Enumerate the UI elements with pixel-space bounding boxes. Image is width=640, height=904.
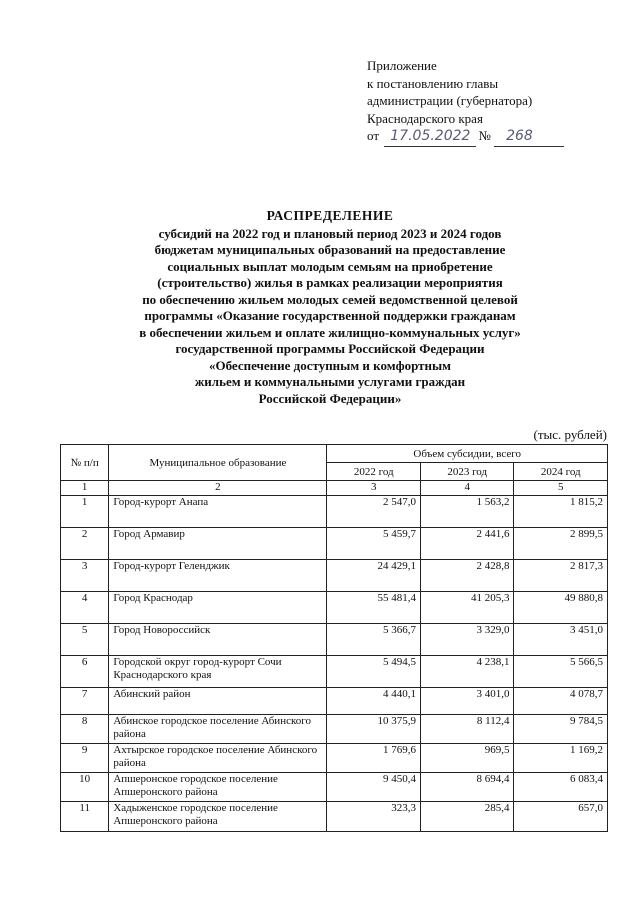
row-value-2024: 1 815,2 (514, 496, 608, 528)
row-value-2023: 3 329,0 (420, 624, 513, 656)
row-value-2024: 3 451,0 (514, 624, 608, 656)
row-value-2022: 55 481,4 (327, 592, 420, 624)
appendix-block (367, 57, 564, 147)
row-value-2023: 969,5 (420, 744, 513, 773)
row-number: 2 (61, 528, 109, 560)
index-cell: 3 (327, 481, 420, 496)
number-label: № (478, 128, 491, 143)
index-cell: 4 (420, 481, 513, 496)
row-value-2024: 2 899,5 (514, 528, 608, 560)
row-value-2022: 5 494,5 (327, 656, 420, 688)
row-municipality: Город Новороссийск (109, 624, 327, 656)
distribution-table (60, 444, 608, 832)
appendix-line-2: к постановлению главы (367, 75, 499, 91)
document-title (110, 208, 550, 407)
row-number: 3 (61, 560, 109, 592)
appendix-line-1: Приложение (367, 58, 437, 73)
row-municipality: Город-курорт Геленджик (109, 560, 327, 592)
row-value-2022: 5 459,7 (327, 528, 420, 560)
row-number: 10 (61, 773, 109, 802)
row-value-2023: 2 428,8 (420, 560, 513, 592)
row-municipality: Город Краснодар (109, 592, 327, 624)
row-value-2022: 9 450,4 (327, 773, 420, 802)
row-value-2023: 8 694,4 (420, 773, 513, 802)
row-number: 11 (61, 802, 109, 832)
row-value-2024: 49 880,8 (514, 592, 608, 624)
table-row (61, 624, 608, 656)
row-value-2024: 1 169,2 (514, 744, 608, 773)
row-value-2022: 323,3 (327, 802, 420, 832)
row-value-2022: 1 769,6 (327, 744, 420, 773)
row-municipality: Абинское городское поселение Абинского района (109, 715, 327, 744)
index-cell: 2 (109, 481, 327, 496)
table-row (61, 688, 608, 715)
row-value-2023: 2 441,6 (420, 528, 513, 560)
header-2024: 2024 год (514, 463, 608, 481)
row-value-2023: 3 401,0 (420, 688, 513, 715)
row-municipality: Хадыженское городское поселение Апшеронского района (109, 802, 327, 832)
header-name: Муниципальное образование (109, 445, 327, 481)
table-row (61, 773, 608, 802)
row-value-2022: 10 375,9 (327, 715, 420, 744)
row-municipality: Городской округ город-курорт Сочи Краснодарского края (109, 656, 327, 688)
row-value-2024: 2 817,3 (514, 560, 608, 592)
row-municipality: Город-курорт Анапа (109, 496, 327, 528)
row-value-2022: 4 440,1 (327, 688, 420, 715)
row-value-2022: 5 366,7 (327, 624, 420, 656)
table-row (61, 496, 608, 528)
row-value-2023: 4 238,1 (420, 656, 513, 688)
table-row (61, 592, 608, 624)
row-municipality: Город Армавир (109, 528, 327, 560)
index-cell: 5 (514, 481, 608, 496)
row-number: 4 (61, 592, 109, 624)
appendix-date-line (367, 127, 564, 147)
row-number: 1 (61, 496, 109, 528)
table-row (61, 560, 608, 592)
appendix-line-4: Краснодарского края (367, 110, 483, 126)
row-value-2024: 4 078,7 (514, 688, 608, 715)
row-value-2023: 1 563,2 (420, 496, 513, 528)
row-value-2022: 2 547,0 (327, 496, 420, 528)
table-header-row (61, 445, 608, 463)
row-municipality: Ахтырское городское поселение Абинского района (109, 744, 327, 773)
title-main: РАСПРЕДЕЛЕНИЕ (266, 208, 394, 223)
header-volume: Объем субсидии, всего (327, 445, 608, 463)
index-cell: 1 (61, 481, 109, 496)
table-index-row (61, 481, 608, 496)
handwritten-number: 268 (494, 128, 564, 147)
row-number: 9 (61, 744, 109, 773)
title-subtitle: субсидий на 2022 год и плановый период 2023 и 2024 годов бюджетам муниципальных образований на предоставление социальных выплат молодым семьям на приобретение (строительство) жилья в рамках реализации мероприятия по обеспечению жильем молодых семей ведомственной целевой программы «Оказание государственной поддержки гражданам в обеспечении жильем и оплате жилищно-коммунальных услуг» государственной программы Российской Федерации «Обеспечение доступным и комфортным жильем и коммунальными услугами граждан Российской Федерации» (139, 225, 521, 406)
row-municipality: Апшеронское городское поселение Апшеронского района (109, 773, 327, 802)
row-municipality: Абинский район (109, 688, 327, 715)
header-2022: 2022 год (327, 463, 420, 481)
row-number: 6 (61, 656, 109, 688)
handwritten-date: 17.05.2022 (384, 128, 476, 147)
row-value-2023: 41 205,3 (420, 592, 513, 624)
table-row (61, 715, 608, 744)
row-value-2023: 8 112,4 (420, 715, 513, 744)
table-row (61, 528, 608, 560)
table-row (61, 802, 608, 832)
header-2023: 2023 год (420, 463, 513, 481)
row-number: 5 (61, 624, 109, 656)
row-number: 8 (61, 715, 109, 744)
row-number: 7 (61, 688, 109, 715)
table-body (61, 496, 608, 832)
row-value-2024: 657,0 (514, 802, 608, 832)
header-num: № п/п (61, 445, 109, 481)
row-value-2023: 285,4 (420, 802, 513, 832)
table-row (61, 656, 608, 688)
row-value-2024: 9 784,5 (514, 715, 608, 744)
row-value-2024: 5 566,5 (514, 656, 608, 688)
row-value-2022: 24 429,1 (327, 560, 420, 592)
row-value-2024: 6 083,4 (514, 773, 608, 802)
units-label: (тыс. рублей) (533, 427, 607, 442)
appendix-line-3: администрации (губернатора) (367, 93, 533, 108)
table-row (61, 744, 608, 773)
from-label: от (367, 128, 380, 143)
